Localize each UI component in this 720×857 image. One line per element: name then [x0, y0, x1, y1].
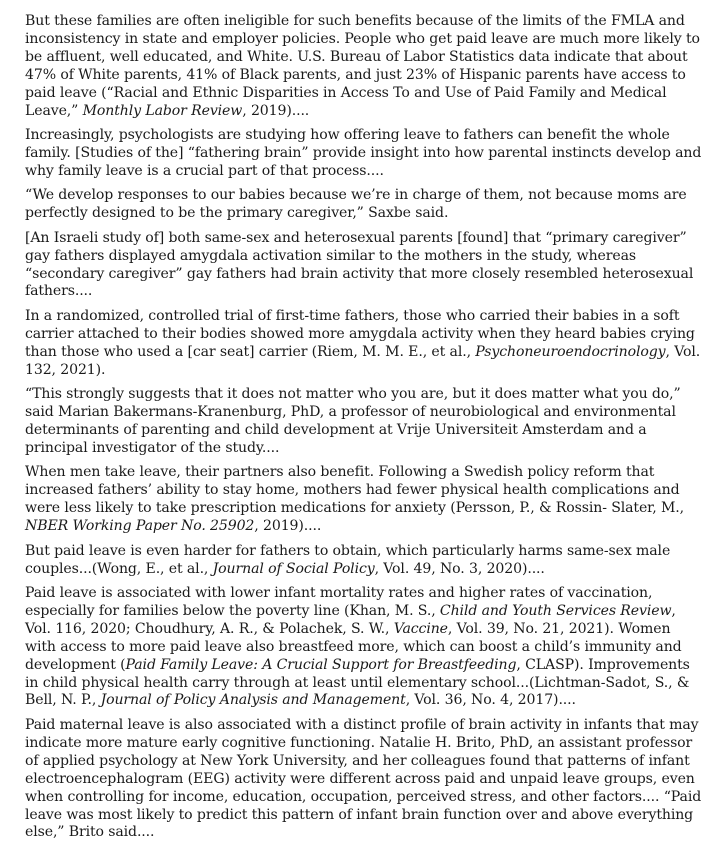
citation-title: Child and Youth Services Review — [439, 602, 672, 619]
paragraph-text: When men take leave, their partners also benefit. Following a Swedish policy reform that increased fathers’ ability to stay home, mothers had fewer physical health complications and were less likely to take prescription medications for anxiety (Persson, P., & Rossin- Slater, M., — [25, 464, 685, 517]
paragraph-text: “We develop responses to our babies because we’re in charge of them, not because moms are perfectly designed to be the primary caregiver,” Saxbe said. — [25, 187, 687, 222]
paragraph-10 — [25, 717, 702, 842]
paragraph-text: , 2019).... — [254, 518, 322, 535]
paragraph-text: , Vol. 49, No. 3, 2020).... — [374, 560, 545, 577]
citation-title: Psychoneuroendocrinology — [475, 343, 666, 360]
paragraph-text: Paid maternal leave is also associated with a distinct profile of brain activity in infants that may indicate more mature early cognitive functioning. Natalie H. Brito, PhD, an assistant professor of applied psychology at New York University, and her colleagues found that patterns of infant electroencephalogram (EEG) activity were different across paid and unpaid leave groups, even when controlling for income, education, occupation, perceived stress, and other factors.... “Paid leave was most likely to predict this pattern of infant brain function over and above everything else,” Brito said.... — [25, 716, 702, 841]
paragraph-text: In a randomized, controlled trial of first-time fathers, those who carried their babies in a soft carrier attached to their bodies showed more amygdala activity when they heard babies crying than those who used a [car seat] carrier (Riem, M. M. E., et al., — [25, 307, 695, 360]
citation-title: Journal of Policy Analysis and Management — [100, 692, 406, 709]
paragraph-text: But these families are often ineligible for such benefits because of the limits of the FMLA and inconsistency in state and employer policies. People who get paid leave are much more likely to be affluent, well educated, and White. U.S. Bureau of Labor Statistics data indicate that about 47% of White parents, 41% of Black parents, and just 23% of Hispanic parents have access to paid leave (“Racial and Ethnic Disparities in Access To and Use of Paid Family and Medical Leave,” — [25, 13, 700, 119]
paragraph-3 — [25, 187, 702, 223]
paragraph-text: “This strongly suggests that it does not matter who you are, but it does matter what you do,” said Marian Bakermans-Kranenburg, PhD, a professor of neurobiological and environmental determinants of parenting and child development at Vrije Universiteit Amsterdam and a principal investigator of the study.... — [25, 386, 681, 456]
paragraph-text: , Vol. 132, 2021). — [25, 343, 701, 378]
paragraph-2 — [25, 127, 702, 181]
paragraph-1 — [25, 13, 702, 120]
citation-title: Monthly Labor Review — [82, 102, 243, 119]
paragraph-text: , Vol. 116, 2020; Choudhury, A. R., & Polachek, S. W., — [25, 602, 676, 637]
paragraph-text: , Vol. 36, No. 4, 2017).... — [405, 692, 576, 709]
paragraph-text: , CLASP). Improvements in child physical health carry through at least until elementary school...(Lichtman-Sadot, S., & Bell, N. P., — [25, 656, 690, 709]
paragraph-5 — [25, 308, 702, 380]
paragraph-6 — [25, 386, 702, 458]
document-body — [25, 13, 702, 842]
paragraph-text: , 2019).... — [242, 102, 310, 119]
paragraph-text: , Vol. 39, No. 21, 2021). Women with access to more paid leave also breastfeed more, which can boost a child’s immunity and development ( — [25, 620, 682, 673]
paragraph-7 — [25, 464, 702, 536]
paragraph-9 — [25, 585, 702, 710]
citation-title: Paid Family Leave: A Crucial Support for Breastfeeding — [125, 656, 517, 673]
paragraph-text: But paid leave is even harder for fathers to obtain, which particularly harms same-sex male couples...(Wong, E., et al., — [25, 542, 671, 577]
citation-title: NBER Working Paper No. 25902 — [25, 518, 255, 535]
paragraph-text: [An Israeli study of] both same-sex and heterosexual parents [found] that “primary caregiver” gay fathers displayed amygdala activation similar to the mothers in the study, whereas “secondary caregiver” gay fathers had brain activity that more closely resembled heterosexual fathers.... — [25, 229, 694, 300]
citation-title: Journal of Social Policy — [212, 560, 375, 577]
citation-title: Vaccine — [393, 620, 448, 637]
paragraph-text: Paid leave is associated with lower infant mortality rates and higher rates of vaccination, especially for families below the poverty line (Khan, M. S., — [25, 585, 653, 619]
paragraph-8 — [25, 543, 702, 579]
paragraph-4 — [25, 230, 702, 302]
paragraph-text: Increasingly, psychologists are studying how offering leave to fathers can benefit the whole family. [Studies of the] “fathering brain” provide insight into how parental instincts develop and why family leave is a crucial part of that process.... — [25, 127, 702, 179]
